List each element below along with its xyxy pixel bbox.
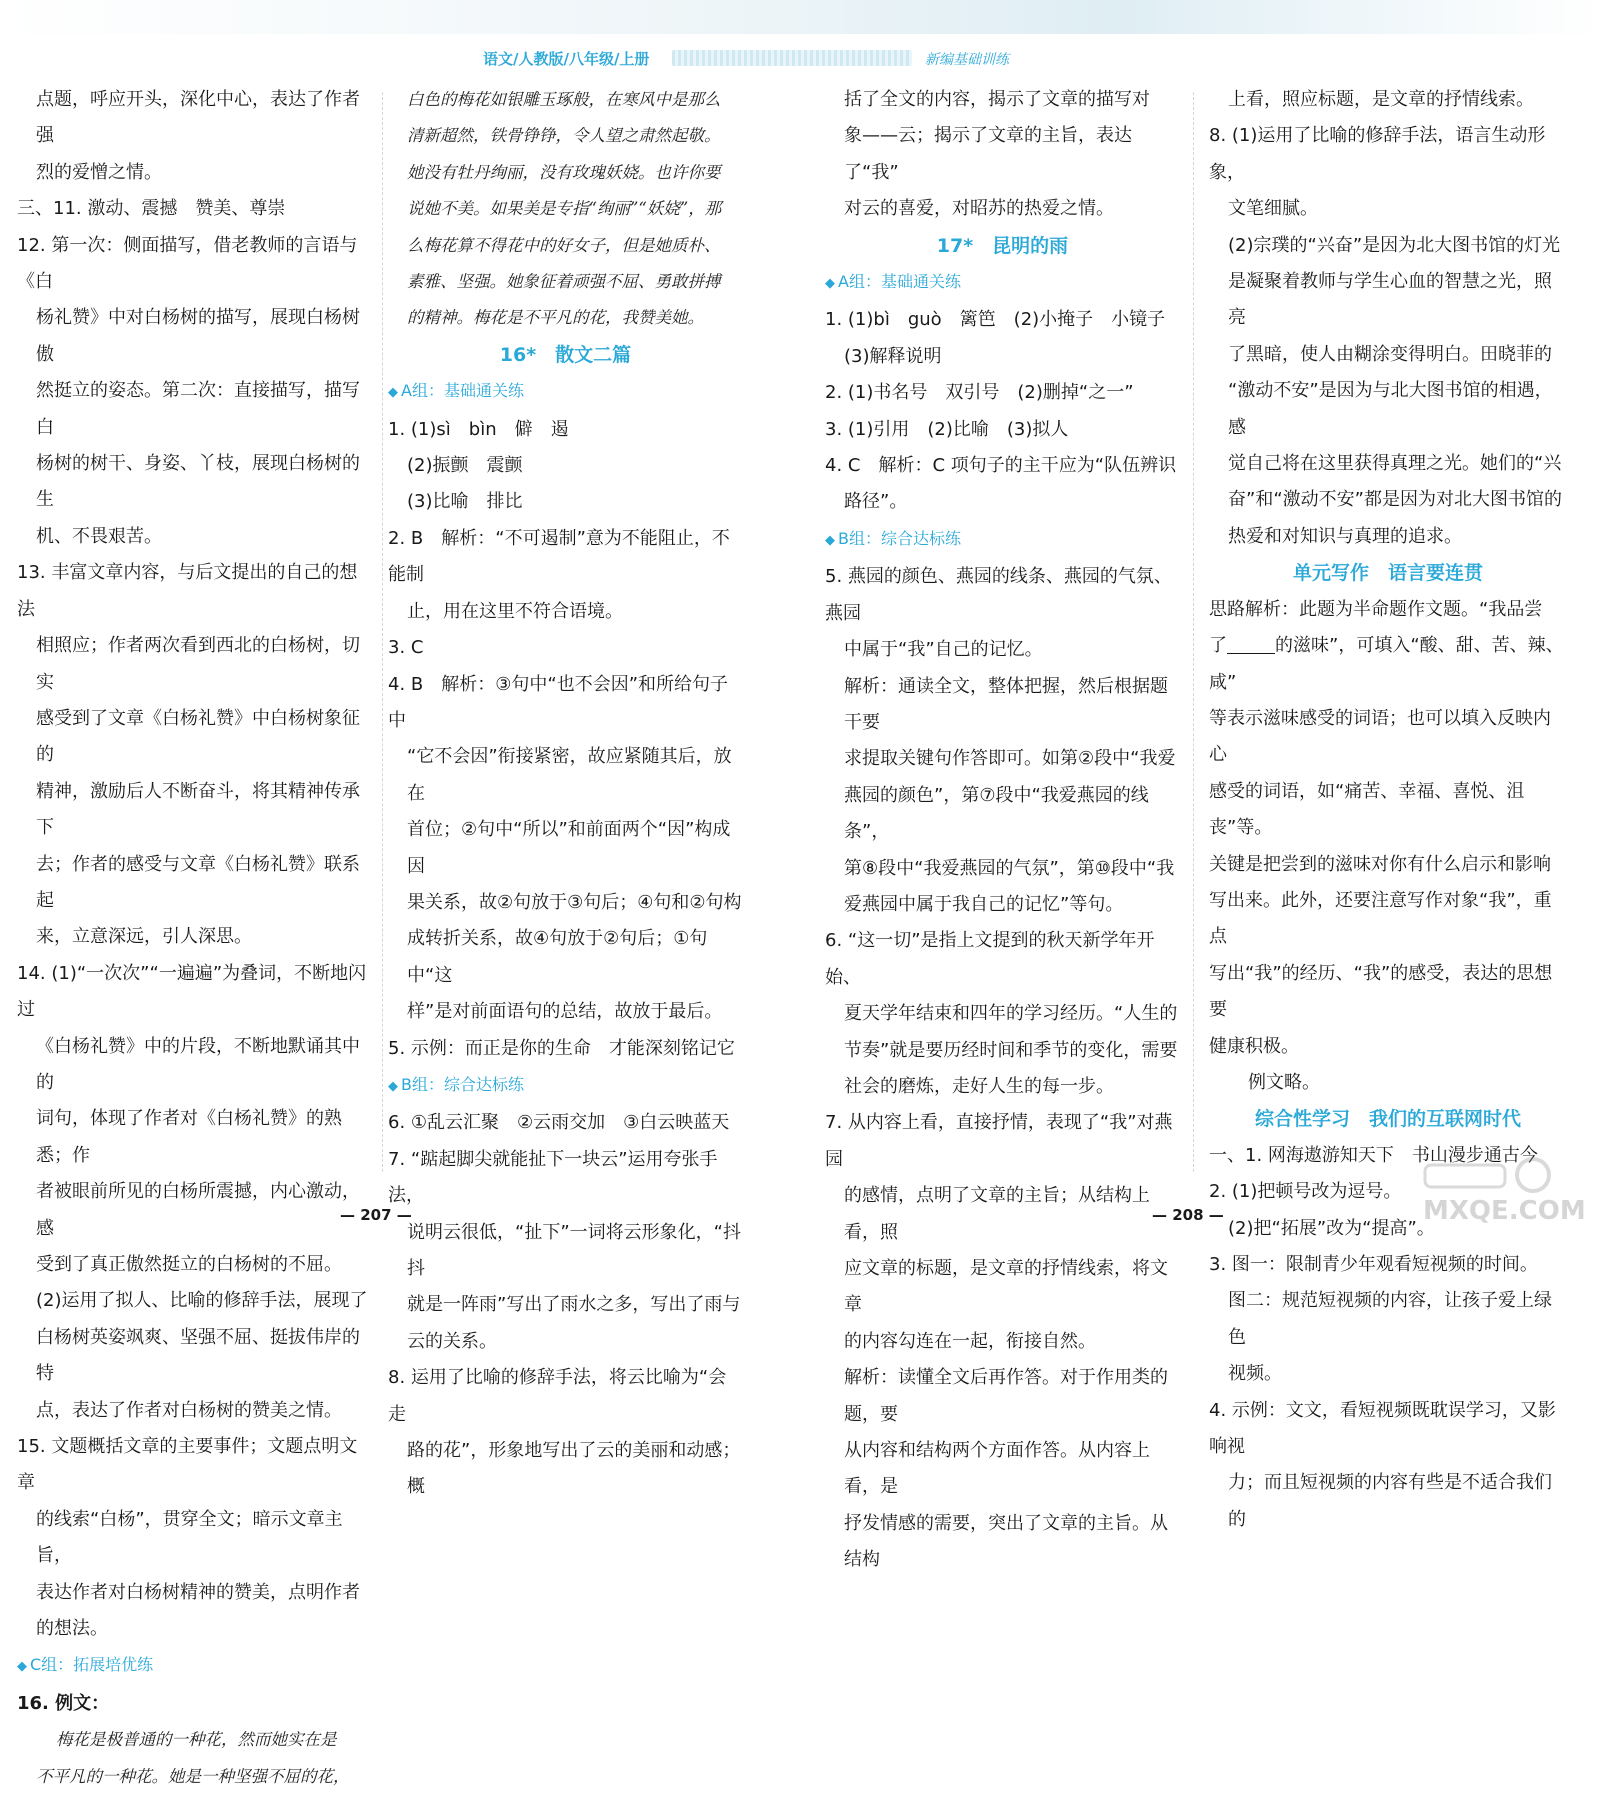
diamond-icon: ◆ bbox=[388, 385, 398, 401]
text-line: 去；作者的感受与文章《白杨礼赞》联系起 bbox=[36, 853, 360, 911]
text-line: 等表示滋味感受的词语；也可以填入反映内心 bbox=[1209, 707, 1551, 766]
page-number-right: — 208 — bbox=[1152, 1206, 1224, 1224]
text-line: 燕园的颜色”，第⑦段中“我爱燕园的线条”， bbox=[844, 784, 1149, 843]
answer-item: 12. 第一次：侧面描写，借老教师的言语与《白 bbox=[17, 234, 358, 293]
answer-item: 5. 燕园的颜色、燕园的线条、燕园的气氛、燕园 bbox=[825, 566, 1172, 624]
text-line: 杨树的树干、身姿、丫枝，展现白杨树的生 bbox=[36, 453, 360, 511]
text-line: 应文章的标题，是文章的抒情线索，将文章 bbox=[844, 1258, 1168, 1316]
text-line: 点题，呼应开头，深化中心，表达了作者强 bbox=[36, 89, 360, 147]
header-title: 语文/人教版/八年级/上册 bbox=[483, 50, 650, 68]
group-heading-c: ◆ C组：拓展培优练 bbox=[17, 1655, 154, 1675]
text-line: 图二：规范短视频的内容，让孩子爱上绿色 bbox=[1228, 1290, 1552, 1348]
answer-item: 2. (1)书名号 双引号 (2)删掉“之一” bbox=[825, 382, 1134, 404]
diamond-icon: ◆ bbox=[17, 1659, 27, 1675]
text-line: 象——云；揭示了文章的主旨，表达了“我” bbox=[844, 125, 1132, 183]
text-line: 相照应；作者两次看到西北的白杨树，切实 bbox=[36, 635, 360, 693]
text-line: 写出“我”的经历、“我”的感受，表达的思想要 bbox=[1209, 962, 1553, 1021]
text-line: 夏天学年结束和四年的学习经历。“人生的 bbox=[844, 1003, 1178, 1025]
text-line: 路径”。 bbox=[844, 491, 908, 513]
text-line: 受到了真正傲然挺立的白杨树的不屈。 bbox=[36, 1254, 342, 1275]
top-banner bbox=[0, 0, 1600, 34]
text-line: 对云的喜爱，对昭苏的热爱之情。 bbox=[844, 198, 1114, 220]
answer-item: 4. 示例：文文，看短视频既耽误学习，又影响视 bbox=[1209, 1399, 1556, 1458]
diamond-icon: ◆ bbox=[825, 276, 835, 292]
watermark bbox=[1415, 1155, 1595, 1225]
analysis-line: 解析：通读全文，整体把握，然后根据题干要 bbox=[844, 675, 1168, 733]
text-line: 关键是把尝到的滋味对你有什么启示和影响 bbox=[1209, 853, 1551, 875]
text-line: (3)解释说明 bbox=[844, 345, 942, 367]
text-line: 奋”和“激动不安”都是因为对北大图书馆的 bbox=[1228, 489, 1562, 511]
text-line: 了 的滋味”，可填入“酸、甜、苦、辣、咸” bbox=[1209, 635, 1564, 693]
answer-item: 8. 运用了比喻的修辞手法，将云比喻为“会走 bbox=[388, 1367, 727, 1425]
text-line: 感受的词语，如“痛苦、幸福、喜悦、沮丧”等。 bbox=[1209, 780, 1525, 839]
answer-item: 8. (1)运用了比喻的修辞手法，语言生动形象， bbox=[1209, 125, 1546, 183]
answer-item: 4. C 解析：C 项句子的主干应为“队伍辨识 bbox=[825, 455, 1177, 477]
text-line: 爱燕园中属于我自己的记忆”等句。 bbox=[844, 893, 1124, 915]
text-line: 表达作者对白杨树精神的赞美，点明作者 bbox=[36, 1581, 360, 1603]
text-line: (3)比喻 排比 bbox=[407, 491, 523, 513]
text-line: 是凝聚着教师与学生心血的智慧之光，照亮 bbox=[1228, 271, 1552, 329]
fill-blank bbox=[1227, 635, 1275, 654]
handwritten-line: 不平凡的一种花。她是一种坚强不屈的花， bbox=[36, 1766, 350, 1786]
text-line: 样”是对前面语句的总结，故放于最后。 bbox=[407, 1001, 723, 1023]
text-line: (2)把“拓展”改为“提高”。 bbox=[1228, 1217, 1435, 1239]
text-line: 求提取关键句作答即可。如第②段中“我爱 bbox=[844, 748, 1176, 770]
handwritten-line: 的精神。梅花是不平凡的花，我赞美她。 bbox=[407, 308, 704, 328]
text-line: 路的花”，形象地写出了云的美丽和动感；概 bbox=[407, 1440, 741, 1498]
answer-item: 一、1. 网海遨游知天下 书山漫步通古今 bbox=[1209, 1144, 1538, 1166]
answer-item: 3. C bbox=[388, 637, 424, 659]
text-line: 感受到了文章《白杨礼赞》中白杨树象征的 bbox=[36, 707, 360, 766]
text-line: 点，表达了作者对白杨树的赞美之情。 bbox=[36, 1399, 342, 1421]
header-brand: 新编基础训练 bbox=[925, 52, 1009, 68]
column-1 bbox=[17, 82, 372, 1795]
page-number-left: — 207 — bbox=[340, 1206, 412, 1224]
answer-item: 1. (1)sì bìn 僻 遏 bbox=[388, 418, 569, 440]
text-line: 词句，体现了作者对《白杨礼赞》的熟悉；作 bbox=[36, 1108, 342, 1166]
text-line: 的内容勾连在一起，衔接自然。 bbox=[844, 1330, 1096, 1352]
text-line: 力；而且短视频的内容有些是不适合我们的 bbox=[1228, 1472, 1552, 1530]
column-divider bbox=[1193, 92, 1194, 1172]
group-heading-b: ◆ B组：综合达标练 bbox=[825, 528, 961, 548]
text-line: 觉自己将在这里获得真理之光。她们的“兴 bbox=[1228, 453, 1562, 475]
handwritten-line: 梅花是极普通的一种花，然而她实在是 bbox=[56, 1730, 337, 1750]
watermark-logo-icon bbox=[1415, 1155, 1595, 1225]
answer-item: 3. (1)引用 (2)比喻 (3)拟人 bbox=[825, 418, 1069, 440]
text-line: 括了全文的内容，揭示了文章的描写对 bbox=[844, 89, 1150, 110]
text-line: 烈的爱憎之情。 bbox=[36, 161, 162, 183]
text-line: 首位；②句中“所以”和前面两个“因”构成因 bbox=[407, 819, 731, 877]
text-line: 果关系，故②句放于③句后；④句和②句构 bbox=[407, 891, 742, 913]
answer-item: 1. (1)bì guò 篱笆 (2)小掩子 小镜子 bbox=[825, 309, 1166, 331]
text-line: 就是一阵雨”写出了雨水之多，写出了雨与 bbox=[407, 1294, 741, 1316]
text-line: 的感情，点明了文章的主旨；从结构上看，照 bbox=[844, 1185, 1150, 1243]
header-decoration bbox=[672, 50, 912, 66]
handwritten-line: 么梅花算不得花中的好女子，但是她质朴、 bbox=[407, 235, 721, 255]
diamond-icon: ◆ bbox=[388, 1078, 398, 1094]
handwritten-line: 白色的梅花如银雕玉琢般，在寒风中是那么 bbox=[407, 90, 721, 109]
column-divider bbox=[382, 92, 383, 1172]
text-line: 社会的磨炼，走好人生的每一步。 bbox=[844, 1075, 1114, 1097]
text-line: 抒发情感的需要，突出了文章的主旨。从结构 bbox=[844, 1512, 1168, 1571]
text-line: 云的关系。 bbox=[407, 1330, 497, 1352]
text-line: 健康积极。 bbox=[1209, 1035, 1299, 1057]
group-heading-b: ◆ B组：综合达标练 bbox=[388, 1074, 524, 1094]
text-line: 节奏”就是要历经时间和季节的变化，需要 bbox=[844, 1039, 1178, 1061]
text-line: 文笔细腻。 bbox=[1228, 198, 1318, 220]
answer-item: 6. “这一切”是指上文提到的秋天新学年开始、 bbox=[825, 930, 1155, 988]
text-line: 然挺立的姿态。第二次：直接描写，描写白 bbox=[36, 380, 360, 438]
answer-item: 7. “踮起脚尖就能扯下一块云”运用夸张手法， bbox=[388, 1148, 718, 1207]
text-line: 《白杨礼赞》中的片段，不断地默诵其中的 bbox=[36, 1035, 360, 1093]
svg-text:MXQE.COM: MXQE.COM bbox=[1423, 1196, 1586, 1225]
analysis-line: 解析：读懂全文后再作答。对于作用类的题，要 bbox=[844, 1367, 1168, 1425]
analysis-line: 思路解析：此题为半命题作文题。“我品尝 bbox=[1209, 598, 1543, 620]
text-line: 写出来。此外，还要注意写作对象“我”，重点 bbox=[1209, 889, 1552, 948]
diamond-icon: ◆ bbox=[825, 532, 835, 548]
answer-item: 13. 丰富文章内容，与后文提出的自己的想法 bbox=[17, 562, 358, 620]
text-line: “它不会因”衔接紧密，故应紧随其后，放在 bbox=[407, 746, 732, 804]
column-2 bbox=[388, 82, 743, 1506]
text-line: (2)宗璞的“兴奋”是因为北大图书馆的灯光 bbox=[1228, 234, 1561, 256]
handwritten-line: 素雅、坚强。她象征着顽强不屈、勇敢拼搏 bbox=[407, 272, 721, 292]
group-heading-a: ◆ A组：基础通关练 bbox=[388, 381, 524, 401]
text-line: 例文略。 bbox=[1248, 1071, 1320, 1093]
handwritten-line: 说她不美。如果美是专指“绚丽”“妖娆”，那 bbox=[407, 199, 722, 219]
column-4 bbox=[1209, 82, 1567, 1538]
text-line: (2)运用了拟人、比喻的修辞手法，展现了 bbox=[36, 1290, 368, 1312]
text-line: 杨礼赞》中对白杨树的描写，展现白杨树傲 bbox=[36, 307, 360, 365]
text-line: 了黑暗，使人由糊涂变得明白。田晓菲的 bbox=[1228, 343, 1552, 365]
text-line: “激动不安”是因为与北大图书馆的相遇，感 bbox=[1228, 380, 1553, 438]
handwritten-line: 她没有牡丹绚丽，没有玫瑰妖娆。也许你要 bbox=[407, 162, 721, 182]
text-line: 精神，激励后人不断奋斗，将其精神传承下 bbox=[36, 780, 360, 839]
text-line: (2)振颤 震颤 bbox=[407, 455, 523, 477]
answer-item: 2. (1)把顿号改为逗号。 bbox=[1209, 1181, 1402, 1203]
answer-item: 7. 从内容上看，直接抒情，表现了“我”对燕园 bbox=[825, 1112, 1173, 1170]
section-title: 17* 昆明的雨 bbox=[936, 234, 1069, 257]
section-title: 综合性学习 我们的互联网时代 bbox=[1254, 1108, 1521, 1131]
text-line: 成转折关系，故④句放于②句后；①句中“这 bbox=[407, 928, 708, 986]
text-line: 的想法。 bbox=[36, 1618, 108, 1640]
section-title: 单元写作 语言要连贯 bbox=[1292, 562, 1483, 585]
answer-item: 4. B 解析：③句中“也不会因”和所给句子中 bbox=[388, 673, 729, 731]
answer-item: 15. 文题概括文章的主要事件；文题点明文章 bbox=[17, 1436, 358, 1494]
answer-item: 3. 图一：限制青少年观看短视频的时间。 bbox=[1209, 1254, 1538, 1275]
text-line: 上看，照应标题，是文章的抒情线索。 bbox=[1228, 89, 1534, 110]
text-line: 白杨树英姿飒爽、坚强不屈、挺拔伟岸的特 bbox=[36, 1326, 360, 1385]
section-title: 16* 散文二篇 bbox=[499, 343, 632, 366]
answer-item: 14. (1)“一次次”“一遍遍”为叠词，不断地闪过 bbox=[17, 962, 367, 1021]
answer-item: 三、11. 激动、震撼 赞美、尊崇 bbox=[17, 198, 286, 220]
text-line: 从内容和结构两个方面作答。从内容上看，是 bbox=[844, 1440, 1150, 1498]
text-line: 中属于“我”自己的记忆。 bbox=[844, 639, 1043, 661]
text-line: 的线索“白杨”，贯穿全文；暗示文章主旨， bbox=[36, 1508, 343, 1567]
text-line: 机、不畏艰苦。 bbox=[36, 525, 162, 547]
text-line: 视频。 bbox=[1228, 1363, 1282, 1385]
text-line: 者被眼前所见的白杨所震撼，内心激动，感 bbox=[36, 1181, 360, 1239]
text-line: 说明云很低，“扯下”一词将云形象化，“抖抖 bbox=[407, 1221, 741, 1279]
group-heading-a: ◆ A组：基础通关练 bbox=[825, 272, 961, 292]
text-line: 第⑧段中“我爱燕园的气氛”，第⑩段中“我 bbox=[844, 857, 1175, 879]
answer-item: 6. ①乱云汇聚 ②云雨交加 ③白云映蓝天 bbox=[388, 1112, 730, 1134]
text-line: 热爱和对知识与真理的追求。 bbox=[1228, 525, 1462, 547]
answer-item: 16. 例文： bbox=[17, 1692, 110, 1714]
text-line: 止，用在这里不符合语境。 bbox=[407, 600, 623, 622]
column-3 bbox=[825, 82, 1180, 1579]
answer-item: 2. B 解析：“不可遏制”意为不能阻止，不能制 bbox=[388, 527, 730, 586]
text-line: 来，立意深远，引人深思。 bbox=[36, 926, 252, 948]
handwritten-line: 清新超然，铁骨铮铮，令人望之肃然起敬。 bbox=[407, 126, 721, 146]
answer-item: 5. 示例：而正是你的生命 才能深刻铭记它 bbox=[388, 1037, 735, 1059]
